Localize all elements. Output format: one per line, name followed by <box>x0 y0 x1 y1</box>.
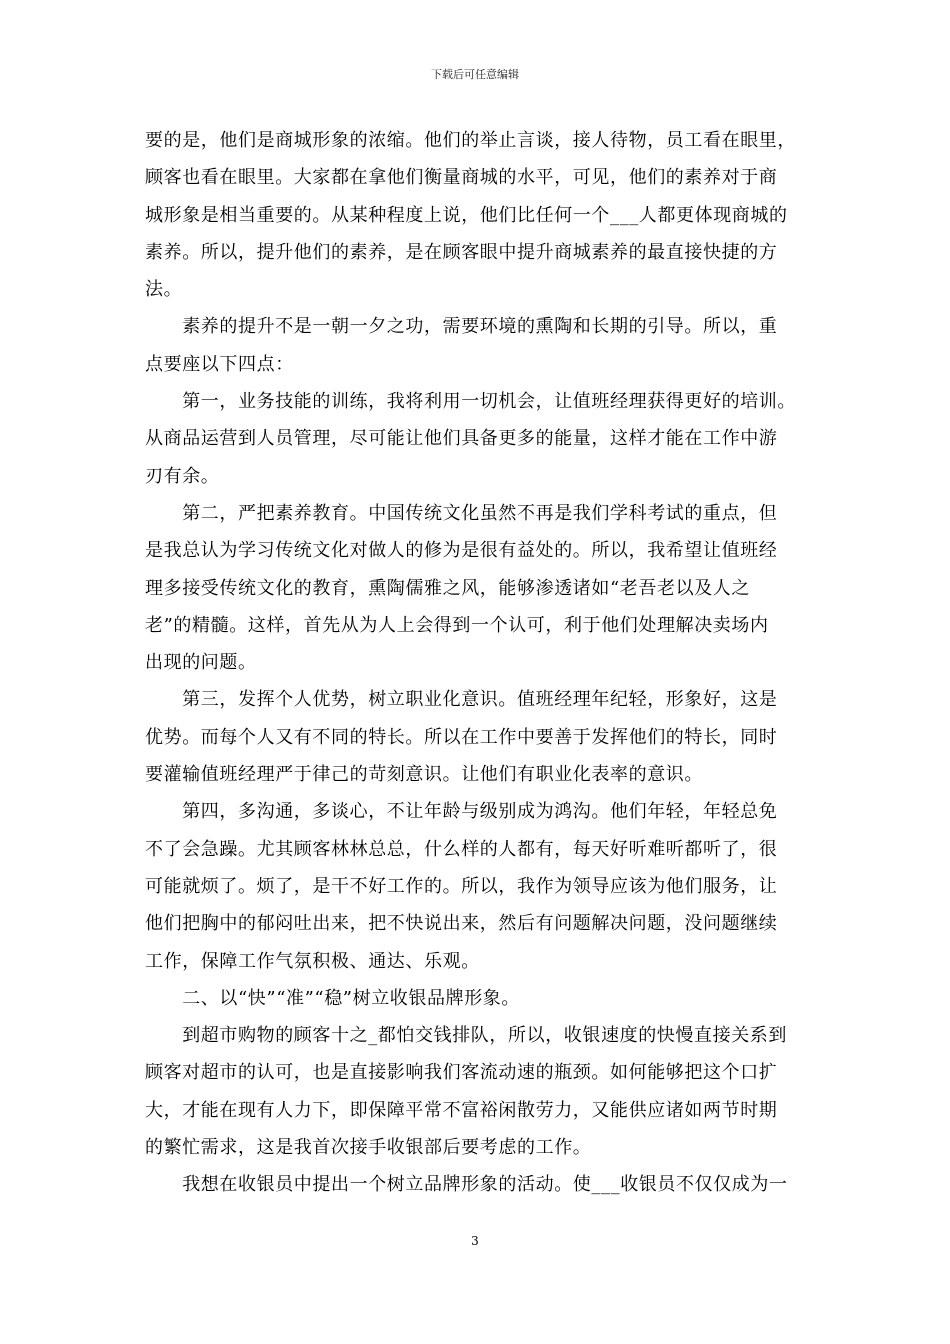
text-line: 第二，严把素养教育。中国传统文化虽然不再是我们学科考试的重点，但 <box>145 502 778 524</box>
text-line: 顾客也看在眼里。大家都在拿他们衡量商城的水平，可见，他们的素养对于商 <box>145 167 778 189</box>
text-line: 大，才能在现有人力下，即保障平常不富裕闲散劳力，又能供应诸如两节时期 <box>145 1099 778 1121</box>
text-line: 要的是，他们是商城形象的浓缩。他们的举止言谈，接人待物，员工看在眼里， <box>145 130 796 151</box>
paragraph <box>145 495 807 681</box>
text-line: 的繁忙需求，这是我首次接手收银部后要考虑的工作。 <box>145 1137 592 1159</box>
text-line: 他们把胸中的郁闷吐出来，把不快说出来，然后有问题解决问题，没问题继续 <box>145 913 778 935</box>
text-line: 工作，保障工作气氛积极、通达、乐观。 <box>145 950 480 972</box>
text-line: 顾客对超市的认可，也是直接影响我们客流动速的瓶颈。如何能够把这个口扩 <box>145 1062 778 1084</box>
paragraph <box>145 1017 807 1166</box>
text-line: 素养。所以，提升他们的素养，是在顾客眼中提升商城素养的最直接快捷的方 <box>145 241 778 263</box>
paragraph <box>145 383 807 495</box>
text-line: 出现的问题。 <box>145 652 257 674</box>
text-line: 素养的提升不是一朝一夕之功，需要环境的熏陶和长期的引导。所以，重 <box>145 316 778 338</box>
text-line: 要灌输值班经理严于律己的苛刻意识。让他们有职业化表率的意识。 <box>145 764 703 786</box>
text-line: 理多接受传统文化的教育，熏陶儒雅之风，能够渗透诸如“老吾老以及人之 <box>145 577 750 599</box>
paragraph <box>145 793 807 979</box>
paragraph <box>145 681 807 793</box>
section-heading <box>145 980 807 1017</box>
page-number: 3 <box>471 1234 479 1248</box>
text-line: 可能就烦了。烦了，是干不好工作的。所以，我作为领导应该为他们服务，让 <box>145 875 778 897</box>
text-line: 二、以“快”“准”“稳”树立收银品牌形象。 <box>145 987 521 1009</box>
text-line: 老”的精髓。这样，首先从为人上会得到一个认可，利于他们处理解决卖场内 <box>145 614 769 636</box>
text-line: 法。 <box>145 279 183 301</box>
text-line: 点要座以下四点： <box>145 353 294 375</box>
text-line: 第三，发挥个人优势，树立职业化意识。值班经理年纪轻，形象好，这是 <box>145 689 778 711</box>
text-line: 从商品运营到人员管理，尽可能让他们具备更多的能量，这样才能在工作中游 <box>145 428 778 450</box>
text-line: 到超市购物的顾客十之_都怕交钱排队，所以，收银速度的快慢直接关系到 <box>145 1025 787 1047</box>
text-line: 优势。而每个人又有不同的特长。所以在工作中要善于发挥他们的特长，同时 <box>145 726 778 748</box>
document-body <box>145 122 807 1204</box>
text-line: 城形象是相当重要的。从某种程度上说，他们比任何一个___人都更体现商城的 <box>145 204 788 226</box>
text-line: 第四，多沟通，多谈心，不让年龄与级别成为鸿沟。他们年轻，年轻总免 <box>145 801 778 823</box>
text-line: 我想在收银员中提出一个树立品牌形象的活动。使___收银员不仅仅成为一 <box>145 1174 788 1196</box>
text-line: 是我总认为学习传统文化对做人的修为是很有益处的。所以，我希望让值班经 <box>145 540 778 562</box>
paragraph <box>145 1166 807 1203</box>
text-line: 第一，业务技能的训练，我将利用一切机会，让值班经理获得更好的培训。 <box>145 391 796 413</box>
text-line: 刃有余。 <box>145 465 220 487</box>
text-line: 不了会急躁。尤其顾客林林总总，什么样的人都有，每天好听难听都听了，很 <box>145 838 778 860</box>
paragraph <box>145 308 807 383</box>
paragraph <box>145 122 807 308</box>
page-header: 下载后可任意编辑 <box>431 68 519 81</box>
